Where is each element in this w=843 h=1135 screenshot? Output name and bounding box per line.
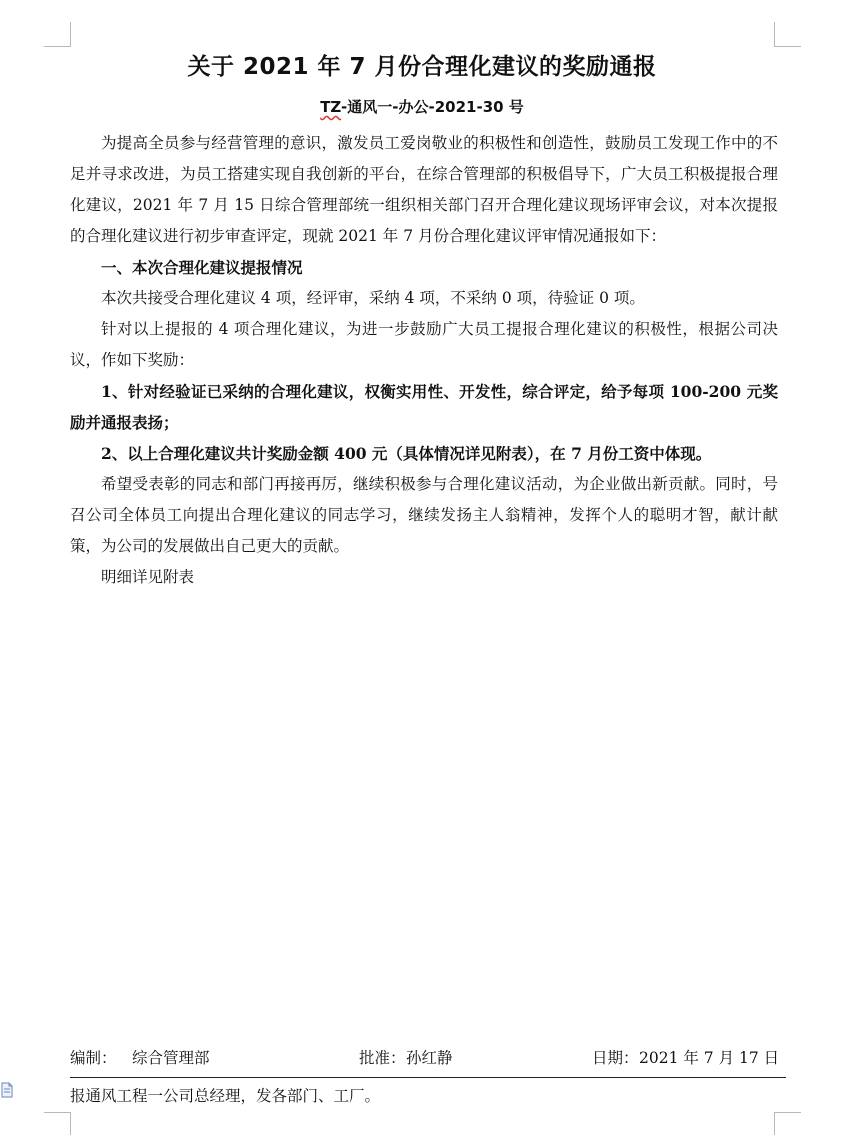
paragraph: 针对以上提报的 4 项合理化建议，为进一步鼓励广大员工提报合理化建议的积极性，根据公司决议，作如下奖励： (70, 320, 778, 369)
paragraph: 明细详见附表 (101, 568, 195, 586)
document-number-prefix: TZ (320, 98, 342, 116)
paragraph: 本次共接受合理化建议 4 项，经评审，采纳 4 项，不采纳 0 项，待验证 0 项。 (101, 289, 645, 307)
signature-line (70, 1046, 778, 1072)
paragraph: 一、本次合理化建议提报情况 (101, 258, 303, 277)
document-icon[interactable] (0, 1082, 14, 1098)
crop-mark-top-left (44, 22, 71, 47)
paragraph: 希望受表彰的同志和部门再接再厉，继续积极参与合理化建议活动，为企业做出新贡献。同时，号召公司全体员工向提出合理化建议的同志学习，继续发扬主人翁精神，发挥个人的聪明才智，献计献策，为公司的发展做出自己更大的贡献。 (70, 475, 778, 555)
distribution-line: 报通风工程一公司总经理，发各部门、工厂。 (70, 1087, 381, 1105)
document-number-rest: -通风一-办公-2021-30 号 (341, 98, 524, 116)
crop-mark-bottom-right (774, 1112, 801, 1135)
compiled-value: 综合管理部 (132, 1049, 210, 1067)
paragraph: 2、以上合理化建议共计奖励金额 400 元（具体情况详见附表），在 7 月份工资中体现。 (101, 444, 712, 463)
date-label: 日期： (592, 1049, 639, 1067)
document-title: 关于 2021 年 7 月份合理化建议的奖励通报 (187, 54, 657, 80)
approved-label: 批准： (359, 1049, 406, 1067)
approved-value: 孙红静 (406, 1049, 453, 1067)
paragraph: 1、针对经验证已采纳的合理化建议，权衡实用性、开发性，综合评定，给予每项 100-200 元奖励并通报表扬； (70, 382, 778, 432)
compiled-label: 编制： (70, 1049, 117, 1067)
document-body (70, 128, 778, 593)
footer-divider (70, 1077, 786, 1078)
document-number (70, 96, 774, 117)
date-value: 2021 年 7 月 17 日 (639, 1049, 780, 1067)
paragraph: 为提高全员参与经营管理的意识，激发员工爱岗敬业的积极性和创造性，鼓励员工发现工作中的不足并寻求改进，为员工搭建实现自我创新的平台，在综合管理部的积极倡导下，广大员工积极提报合理化建议，2021 年 7 月 15 日综合管理部统一组织相关部门召开合理化建议现场评审会议，对本次提报的合理化建议进行初步审查评定，现就 2021 年 7 月份合理化建议评审情况通报如下： (70, 134, 778, 245)
crop-mark-bottom-left (44, 1112, 71, 1135)
crop-mark-top-right (774, 22, 801, 47)
